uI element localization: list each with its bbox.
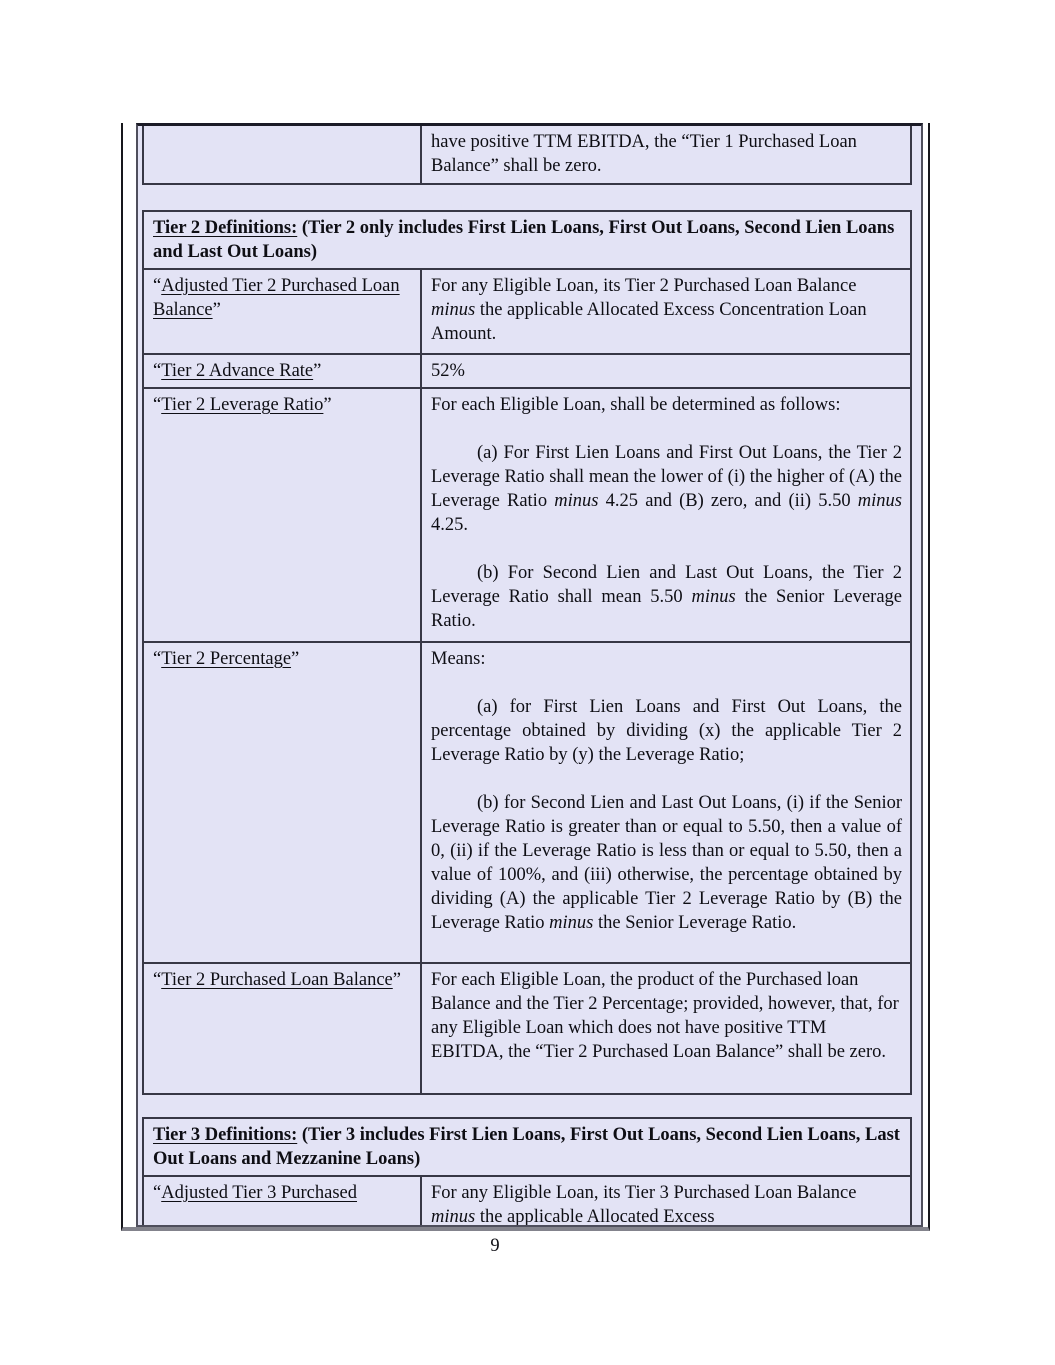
section-header-row <box>143 1118 911 1176</box>
text-run: the applicable Allocated Excess <box>475 1207 715 1227</box>
text-run: (a) for First Lien Loans and First Out Loans, the percentage obtained by dividing (x) the applicable Tier 2 Leverage Ratio by (y) the Leverage Ratio; <box>431 697 902 765</box>
definition-cell <box>421 269 911 354</box>
text-run: 4.25 and (B) zero, and (ii) 5.50 <box>598 491 858 511</box>
underlined-term: Tier 3 Definitions: <box>153 1125 298 1145</box>
text-run: For any Eligible Loan, its Tier 2 Purchased Loan Balance <box>431 276 857 296</box>
text-run: minus <box>691 587 736 607</box>
definition-row <box>143 1176 911 1227</box>
text-run: “ <box>153 970 162 990</box>
text-run: (b) For Second Lien and Last Out Loans, the Tier 2 Leverage Ratio shall mean 5.50 <box>431 563 902 607</box>
text-run: (b) for Second Lien and Last Out Loans, (i) if the Senior Leverage Ratio is greater than or equal to 5.50, then a value of 0, (ii) if the Leverage Ratio is less than or equal to 5.50, then a value of 100%, and (iii) otherwise, the percentage obtained by dividing (A) the applicable Tier 2 Leverage Ratio by (B) the Leverage Ratio <box>431 793 902 933</box>
text-run: ” <box>212 300 221 320</box>
tier1-continuation-table <box>142 126 912 185</box>
definition-cell <box>421 642 911 963</box>
text-run: (Tier 3 includes First Lien Loans, First Out Loans, Second Lien Loans, Last Out Loans and Mezzanine Loans) <box>153 1125 900 1169</box>
underlined-term: Tier 2 Percentage <box>161 649 292 669</box>
text-run: ” <box>291 649 300 669</box>
text-run: minus <box>431 300 476 320</box>
text-run: ” <box>313 361 322 381</box>
definition-paragraph <box>431 130 902 178</box>
definition-paragraph <box>431 393 902 417</box>
definition-paragraph <box>431 968 902 1064</box>
term-cell <box>143 1176 421 1227</box>
underlined-term: Adjusted Tier 3 Purchased <box>161 1183 358 1203</box>
definition-paragraph <box>431 561 902 633</box>
tier3-definitions-table <box>142 1117 912 1227</box>
term-cell <box>143 269 421 354</box>
tier2-definitions-table <box>142 210 912 1095</box>
text-run: (Tier 2 only includes First Lien Loans, First Out Loans, Second Lien Loans and Last Out Loans) <box>153 218 895 262</box>
underlined-term: Tier 2 Advance Rate <box>161 361 314 381</box>
text-run: minus <box>549 913 594 933</box>
page-number: 9 <box>490 1236 500 1256</box>
definition-cell <box>421 963 911 1094</box>
term-cell <box>143 642 421 963</box>
definition-cell <box>421 126 911 184</box>
term-cell <box>143 388 421 642</box>
text-run: Means: <box>431 649 486 669</box>
section-header-cell <box>143 1118 911 1176</box>
text-run: the applicable Allocated Excess Concentration Loan Amount. <box>431 300 867 344</box>
text-run: (a) For First Lien Loans and First Out Loans, the Tier 2 Leverage Ratio shall mean the lower of (i) the higher of (A) the Leverage Ratio <box>431 443 902 511</box>
term-cell <box>143 963 421 1094</box>
definition-cell <box>421 388 911 642</box>
underlined-term: Adjusted Tier 2 Purchased Loan Balance <box>153 276 400 320</box>
definition-paragraph <box>431 791 902 935</box>
text-run: minus <box>857 491 902 511</box>
text-run: minus <box>554 491 599 511</box>
underlined-term: Tier 2 Purchased Loan Balance <box>161 970 393 990</box>
text-run: “ <box>153 649 162 669</box>
definition-row <box>143 388 911 642</box>
definition-row <box>143 126 911 184</box>
term-cell <box>143 126 421 184</box>
page-border-box <box>121 123 930 1231</box>
text-run: have positive TTM EBITDA, the “Tier 1 Purchased Loan Balance” shall be zero. <box>431 132 857 176</box>
text-run: the Senior Leverage Ratio. <box>431 587 902 631</box>
definition-paragraph <box>431 647 902 671</box>
underlined-term: Tier 2 Leverage Ratio <box>161 395 324 415</box>
text-run: “ <box>153 395 162 415</box>
text-run: For each Eligible Loan, the product of the Purchased loan Balance and the Tier 2 Percentage; provided, however, that, for any Eligible Loan which does not have positive TTM EBITDA, the “Tier 2 Purchased Loan Balance” shall be zero. <box>431 970 899 1062</box>
definition-cell <box>421 354 911 388</box>
term-cell <box>143 354 421 388</box>
definition-paragraph <box>431 695 902 767</box>
text-run: “ <box>153 361 162 381</box>
text-run: “ <box>153 1183 162 1203</box>
document-frame <box>136 123 923 1227</box>
definition-paragraph <box>431 359 902 383</box>
definition-cell <box>421 1176 911 1227</box>
text-run: “ <box>153 276 162 296</box>
definition-row <box>143 963 911 1094</box>
text-run: 4.25. <box>431 515 468 535</box>
definition-paragraph <box>431 274 902 346</box>
section-header-cell <box>143 211 911 269</box>
text-run: ” <box>323 395 332 415</box>
definition-row <box>143 642 911 963</box>
definition-paragraph <box>431 441 902 537</box>
definition-row <box>143 269 911 354</box>
text-run: For each Eligible Loan, shall be determined as follows: <box>431 395 841 415</box>
definition-row <box>143 354 911 388</box>
text-run: minus <box>431 1207 476 1227</box>
text-run: the Senior Leverage Ratio. <box>593 913 797 933</box>
text-run: 52% <box>431 361 465 381</box>
text-run: For any Eligible Loan, its Tier 3 Purchased Loan Balance <box>431 1183 857 1203</box>
section-header-row <box>143 211 911 269</box>
definition-paragraph <box>431 1181 902 1227</box>
text-run: ” <box>392 970 401 990</box>
underlined-term: Tier 2 Definitions: <box>153 218 298 238</box>
